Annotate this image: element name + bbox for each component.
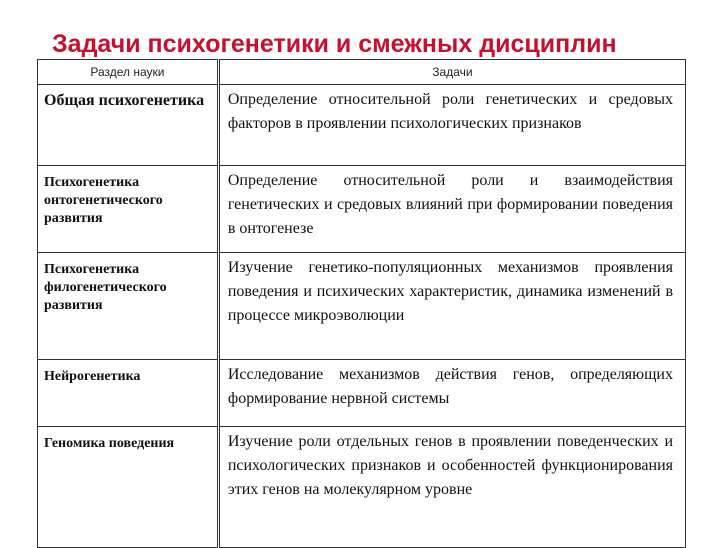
table-row [38, 427, 686, 548]
table-row [38, 85, 686, 166]
header-section: Раздел науки [38, 60, 219, 85]
task-cell: Определение относительной роли и взаимодействия генетических и средовых влияний при формировании поведения в онтогенезе [218, 166, 685, 253]
header-tasks: Задачи [218, 60, 685, 85]
section-cell: Нейрогенетика [38, 360, 219, 427]
disciplines-table [37, 59, 686, 548]
section-cell: Психогенетика филогенетического развития [38, 253, 219, 360]
slide-title: Задачи психогенетики и смежных дисциплин [52, 30, 617, 58]
section-cell: Психогенетика онтогенетического развития [38, 166, 219, 253]
table-row [38, 253, 686, 360]
table-row [38, 166, 686, 253]
task-cell: Изучение роли отдельных генов в проявлении поведенческих и психологических признаков и особенностей функционирования этих генов на молекулярном уровне [218, 427, 685, 548]
task-cell: Исследование механизмов действия генов, определяющих формирование нервной системы [218, 360, 685, 427]
table-header-row [38, 60, 686, 85]
section-cell: Общая психогенетика [38, 85, 219, 166]
task-cell: Определение относительной роли генетических и средовых факторов в проявлении психологических признаков [218, 85, 685, 166]
task-cell: Изучение генетико-популяционных механизмов проявления поведения и психических характеристик, динамика изменений в процессе микроэволюции [218, 253, 685, 360]
section-cell: Геномика поведения [38, 427, 219, 548]
table-row [38, 360, 686, 427]
